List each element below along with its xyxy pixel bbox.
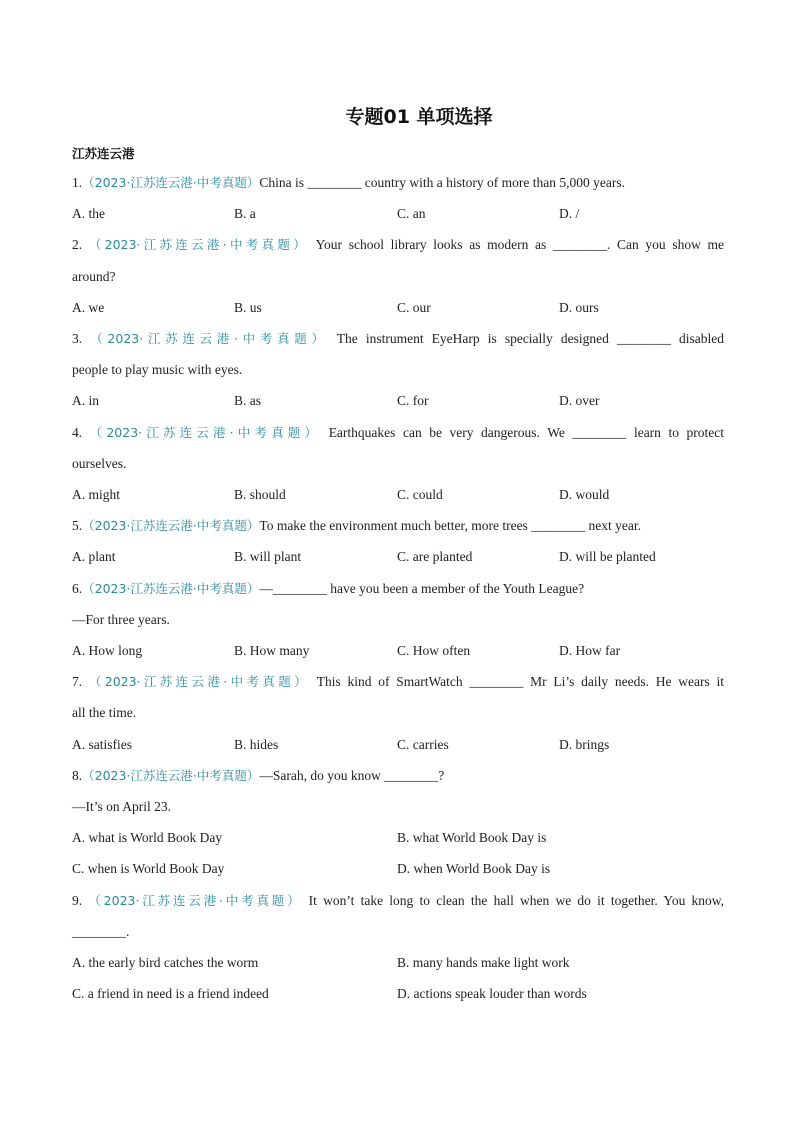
question-9 [72, 892, 724, 910]
section-heading: 江苏连云港 [72, 146, 135, 161]
question-number: 3. [72, 331, 83, 346]
option-b: B. as [234, 393, 261, 408]
question-number: 2. [72, 237, 83, 252]
option-d: D. would [559, 487, 610, 502]
question-8 [72, 767, 724, 785]
option-b: B. How many [234, 643, 310, 658]
question-stem: —________ have you been a member of the Youth League? [259, 581, 585, 596]
question-stem-continued: ________. [72, 924, 130, 939]
question-source: （2023·江苏连云港·中考真题） [82, 518, 260, 533]
question-3 [72, 330, 724, 348]
question-stem-continued: all the time. [72, 705, 137, 720]
question-5 [72, 517, 724, 535]
question-stem-continued: —For three years. [72, 612, 170, 627]
option-c: C. when is World Book Day [72, 861, 225, 876]
option-a: A. How long [72, 643, 143, 658]
question-source: （2023·江苏连云港·中考真题） [82, 175, 260, 190]
question-stem: To make the environment much better, more trees ________ next year. [259, 518, 642, 533]
option-a: A. the early bird catches the worm [72, 955, 259, 970]
question-stem-continued: ourselves. [72, 456, 127, 471]
option-d: D. when World Book Day is [397, 861, 551, 876]
question-source: （2023·江苏连云港·中考真题） [82, 581, 260, 596]
question-source: （2023·江苏连云港·中考真题） [90, 331, 329, 346]
question-source: （2023·江苏连云港·中考真题） [82, 768, 260, 783]
question-stem: —Sarah, do you know ________? [259, 768, 445, 783]
option-c: C. could [397, 487, 443, 502]
question-stem: It won’t take long to clean the hall when we do it together. You know, [308, 893, 725, 908]
option-b: B. should [234, 487, 286, 502]
option-d: D. brings [559, 737, 610, 752]
option-d: D. actions speak louder than words [397, 986, 587, 1001]
option-c: C. our [397, 300, 431, 315]
question-number: 6. [72, 581, 83, 596]
option-c: C. a friend in need is a friend indeed [72, 986, 269, 1001]
option-d: D. over [559, 393, 600, 408]
option-d: D. / [559, 206, 580, 221]
option-b: B. a [234, 206, 256, 221]
option-c: C. are planted [397, 549, 473, 564]
question-number: 5. [72, 518, 83, 533]
option-c: C. for [397, 393, 429, 408]
question-stem-continued: —It’s on April 23. [72, 799, 172, 814]
question-2 [72, 236, 724, 254]
option-b: B. us [234, 300, 262, 315]
page-title: 专题01 单项选择 [345, 106, 493, 128]
option-c: C. an [397, 206, 426, 221]
question-stem: The instrument EyeHarp is specially designed ________ disabled [336, 331, 725, 346]
question-source: （2023·江苏连云港·中考真题） [88, 674, 311, 689]
option-a: A. we [72, 300, 105, 315]
question-4 [72, 424, 724, 442]
question-7 [72, 673, 724, 691]
option-a: A. in [72, 393, 99, 408]
option-b: B. many hands make light work [397, 955, 570, 970]
question-number: 4. [72, 425, 83, 440]
option-c: C. How often [397, 643, 471, 658]
option-d: D. ours [559, 300, 599, 315]
option-b: B. hides [234, 737, 279, 752]
question-number: 1. [72, 175, 83, 190]
option-a: A. what is World Book Day [72, 830, 223, 845]
option-b: B. what World Book Day is [397, 830, 547, 845]
question-stem-continued: people to play music with eyes. [72, 362, 243, 377]
question-stem: Your school library looks as modern as ________. Can you show me [315, 237, 725, 252]
question-stem-continued: around? [72, 269, 116, 284]
question-source: （2023·江苏连云港·中考真题） [88, 893, 303, 908]
option-d: D. will be planted [559, 549, 656, 564]
question-source: （2023·江苏连云港·中考真题） [89, 425, 322, 440]
option-b: B. will plant [234, 549, 302, 564]
question-stem: This kind of SmartWatch ________ Mr Li’s daily needs. He wears it [316, 674, 724, 689]
option-c: C. carries [397, 737, 449, 752]
option-a: A. plant [72, 549, 116, 564]
option-a: A. might [72, 487, 121, 502]
question-source: （2023·江苏连云港·中考真题） [88, 237, 309, 252]
option-a: A. satisfies [72, 737, 132, 752]
question-number: 7. [72, 674, 83, 689]
question-stem: China is ________ country with a history of more than 5,000 years. [259, 175, 625, 190]
option-d: D. How far [559, 643, 621, 658]
option-a: A. the [72, 206, 105, 221]
question-6 [72, 580, 724, 598]
question-number: 8. [72, 768, 83, 783]
question-stem: Earthquakes can be very dangerous. We ________ learn to protect [328, 425, 725, 440]
question-number: 9. [72, 893, 83, 908]
question-1 [72, 174, 724, 192]
